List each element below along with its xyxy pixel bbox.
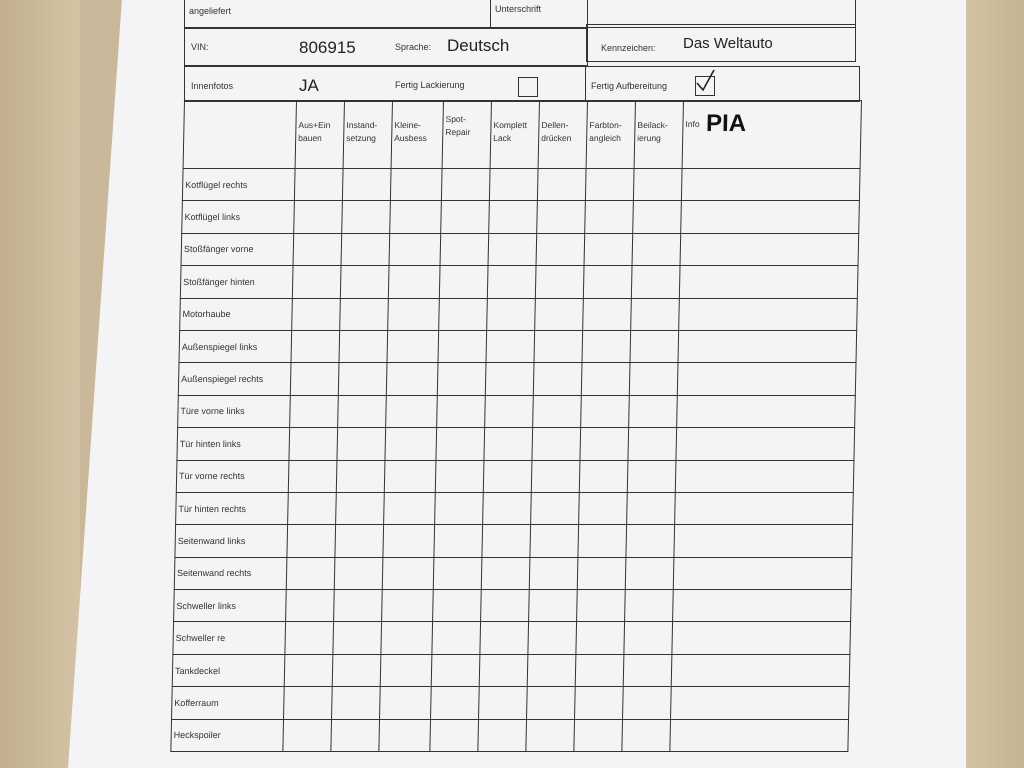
table-surface-left xyxy=(0,0,80,768)
grid-cell[interactable] xyxy=(678,330,857,362)
grid-cell[interactable] xyxy=(585,201,634,233)
grid-cell[interactable] xyxy=(286,557,335,589)
grid-cell[interactable] xyxy=(681,201,860,233)
grid-cell[interactable] xyxy=(480,622,529,654)
grid-cell[interactable] xyxy=(628,428,677,460)
grid-cell[interactable] xyxy=(431,687,480,719)
grid-cell[interactable] xyxy=(335,525,384,557)
table-row xyxy=(174,590,852,622)
row-label: Stoßfänger hinten xyxy=(180,266,293,298)
grid-cell[interactable] xyxy=(532,428,581,460)
row-label: Kofferraum xyxy=(172,687,285,719)
vin-value: 806915 xyxy=(299,38,356,57)
row-label: Kotflügel rechts xyxy=(182,169,295,201)
row-label: Schweller re xyxy=(173,622,286,654)
grid-cell[interactable] xyxy=(487,298,536,330)
row-label: Tür vorne rechts xyxy=(176,460,289,492)
grid-cell[interactable] xyxy=(388,266,440,298)
grid-cell[interactable] xyxy=(625,590,674,622)
grid-cell[interactable] xyxy=(441,201,490,233)
grid-cell[interactable] xyxy=(479,687,528,719)
grid-cell[interactable] xyxy=(487,266,536,298)
grid-cell[interactable] xyxy=(625,557,674,589)
grid-cell[interactable] xyxy=(390,169,442,201)
grid-cell[interactable] xyxy=(489,169,538,201)
row-label: Seitenwand rechts xyxy=(174,557,287,589)
grid-cell[interactable] xyxy=(332,654,381,686)
grid-cell[interactable] xyxy=(580,428,629,460)
grid-cell[interactable] xyxy=(671,687,850,719)
table-row xyxy=(182,169,860,201)
grid-cell[interactable] xyxy=(677,395,856,427)
grid-cell[interactable] xyxy=(631,266,680,298)
row-label: Tankdeckel xyxy=(172,654,285,686)
grid-cell[interactable] xyxy=(675,492,854,524)
grid-cell[interactable] xyxy=(577,590,626,622)
grid-cell[interactable] xyxy=(382,590,434,622)
language-label: Sprache: xyxy=(395,42,432,52)
grid-cell[interactable] xyxy=(481,557,530,589)
grid-cell[interactable] xyxy=(537,201,586,233)
grid-cell[interactable] xyxy=(486,330,535,362)
grid-cell[interactable] xyxy=(670,719,849,751)
grid-cell[interactable] xyxy=(284,687,333,719)
grid-cell[interactable] xyxy=(430,719,479,751)
grid-cell[interactable] xyxy=(623,687,672,719)
grid-cell[interactable] xyxy=(677,363,856,395)
grid-cell[interactable] xyxy=(292,266,341,298)
grid-cell[interactable] xyxy=(579,460,628,492)
grid-cell[interactable] xyxy=(671,654,850,686)
grid-cell[interactable] xyxy=(342,169,391,201)
grid-cell[interactable] xyxy=(384,492,436,524)
col-header: Dellen-drücken xyxy=(538,101,587,169)
table-row xyxy=(171,719,849,751)
grid-cell[interactable] xyxy=(632,233,681,265)
grid-cell[interactable] xyxy=(383,525,435,557)
grid-cell[interactable] xyxy=(673,590,852,622)
grid-cell[interactable] xyxy=(294,169,343,201)
delivered-label: angeliefert xyxy=(189,6,232,16)
grid-cell[interactable] xyxy=(675,460,854,492)
col-header: Instand-setzung xyxy=(343,101,392,169)
grid-cell[interactable] xyxy=(440,233,489,265)
grid-cell[interactable] xyxy=(431,654,480,686)
grid-cell[interactable] xyxy=(336,460,385,492)
table-row xyxy=(181,233,859,265)
grid-cell[interactable] xyxy=(578,525,627,557)
grid-cell[interactable] xyxy=(333,622,382,654)
plate-value: Das Weltauto xyxy=(683,35,773,52)
grid-cell[interactable] xyxy=(481,590,530,622)
interior-photos-label: Innenfotos xyxy=(191,81,234,91)
grid-cell[interactable] xyxy=(489,201,538,233)
grid-cell[interactable] xyxy=(531,492,580,524)
grid-cell[interactable] xyxy=(283,719,332,751)
grid-cell[interactable] xyxy=(483,492,532,524)
grid-cell[interactable] xyxy=(435,492,484,524)
grid-cell[interactable] xyxy=(575,687,624,719)
grid-cell[interactable] xyxy=(574,719,623,751)
vin-label: VIN: xyxy=(191,42,209,52)
grid-cell[interactable] xyxy=(436,428,485,460)
grid-cell[interactable] xyxy=(676,428,855,460)
table-row xyxy=(182,201,860,233)
grid-cell[interactable] xyxy=(341,233,390,265)
row-label: Außenspiegel rechts xyxy=(178,363,291,395)
grid-cell[interactable] xyxy=(434,525,483,557)
grid-cell[interactable] xyxy=(478,719,527,751)
grid-cell[interactable] xyxy=(292,298,341,330)
row-label: Stoßfänger vorne xyxy=(181,233,294,265)
grid-cell[interactable] xyxy=(629,395,678,427)
grid-cell[interactable] xyxy=(633,169,682,201)
grid-cell[interactable] xyxy=(622,719,671,751)
grid-cell[interactable] xyxy=(583,266,632,298)
grid-cell[interactable] xyxy=(336,492,385,524)
grid-cell[interactable] xyxy=(584,233,633,265)
grid-cell[interactable] xyxy=(285,622,334,654)
grid-cell[interactable] xyxy=(633,201,682,233)
table-row xyxy=(180,266,858,298)
col-header: Beilack-ierung xyxy=(634,101,683,169)
grid-cell[interactable] xyxy=(527,654,576,686)
info-label: Info xyxy=(685,119,700,129)
grid-cell[interactable] xyxy=(384,460,436,492)
grid-cell[interactable] xyxy=(433,590,482,622)
grid-cell[interactable] xyxy=(577,557,626,589)
row-label: Türe vorne links xyxy=(178,395,291,427)
interior-photos-value: JA xyxy=(299,76,319,95)
grid-cell[interactable] xyxy=(673,557,852,589)
table-row xyxy=(174,557,852,589)
grid-cell[interactable] xyxy=(575,654,624,686)
grid-cell[interactable] xyxy=(581,363,630,395)
grid-cell[interactable] xyxy=(535,266,584,298)
grid-cell[interactable] xyxy=(482,525,531,557)
grid-cell[interactable] xyxy=(388,298,440,330)
grid-cell[interactable] xyxy=(531,460,580,492)
col-header: Spot-Repair xyxy=(442,101,491,169)
grid-cell[interactable] xyxy=(485,395,534,427)
grid-cell[interactable] xyxy=(289,428,338,460)
paint-done-label: Fertig Lackierung xyxy=(395,80,465,90)
grid-cell[interactable] xyxy=(389,233,441,265)
grid-cell[interactable] xyxy=(484,428,533,460)
col-header-info xyxy=(682,101,861,169)
grid-cell[interactable] xyxy=(528,622,577,654)
grid-cell[interactable] xyxy=(679,266,858,298)
grid-cell[interactable] xyxy=(288,460,337,492)
grid-cell[interactable] xyxy=(627,460,676,492)
grid-cell[interactable] xyxy=(338,363,387,395)
grid-cell[interactable] xyxy=(342,201,391,233)
grid-cell[interactable] xyxy=(627,492,676,524)
prep-done-label: Fertig Aufbereitung xyxy=(591,81,668,91)
table-row xyxy=(175,525,853,557)
grid-corner xyxy=(183,101,296,169)
grid-cell[interactable] xyxy=(386,395,438,427)
table-row xyxy=(172,654,850,686)
grid-cell[interactable] xyxy=(529,590,578,622)
grid-cell[interactable] xyxy=(674,525,853,557)
grid-cell[interactable] xyxy=(537,169,586,201)
grid-cell[interactable] xyxy=(435,460,484,492)
grid-cell[interactable] xyxy=(623,654,672,686)
signature-label: Unterschrift xyxy=(495,4,542,14)
grid-cell[interactable] xyxy=(381,622,433,654)
grid-cell[interactable] xyxy=(483,460,532,492)
grid-cell[interactable] xyxy=(437,363,486,395)
grid-cell[interactable] xyxy=(582,330,631,362)
grid-cell[interactable] xyxy=(385,428,437,460)
table-row xyxy=(176,492,854,524)
grid-cell[interactable] xyxy=(382,557,434,589)
col-header: Farbton-angleich xyxy=(586,101,635,169)
grid-cell[interactable] xyxy=(334,557,383,589)
grid-cell[interactable] xyxy=(679,298,858,330)
grid-cell[interactable] xyxy=(294,201,343,233)
damage-grid xyxy=(170,100,862,752)
grid-cell[interactable] xyxy=(680,233,859,265)
grid-cell[interactable] xyxy=(579,492,628,524)
grid-cell[interactable] xyxy=(432,622,481,654)
grid-cell[interactable] xyxy=(530,525,579,557)
row-label: Tür hinten rechts xyxy=(176,492,289,524)
grid-cell[interactable] xyxy=(624,622,673,654)
grid-cell[interactable] xyxy=(581,395,630,427)
grid-cell[interactable] xyxy=(672,622,851,654)
row-label: Motorhaube xyxy=(180,298,293,330)
grid-cell[interactable] xyxy=(339,330,388,362)
grid-cell[interactable] xyxy=(286,590,335,622)
grid-cell[interactable] xyxy=(291,330,340,362)
table-row xyxy=(177,428,855,460)
grid-cell[interactable] xyxy=(380,687,432,719)
grid-cell[interactable] xyxy=(437,395,486,427)
grid-cell[interactable] xyxy=(290,395,339,427)
grid-cell[interactable] xyxy=(576,622,625,654)
paint-done-checkbox[interactable] xyxy=(518,77,538,97)
table-row xyxy=(173,622,851,654)
grid-cell[interactable] xyxy=(534,330,583,362)
grid-cell[interactable] xyxy=(439,266,488,298)
prep-done-checkbox[interactable] xyxy=(695,76,715,96)
grid-cell[interactable] xyxy=(287,525,336,557)
table-row xyxy=(179,330,857,362)
table-row xyxy=(178,395,856,427)
grid-cell[interactable] xyxy=(340,298,389,330)
grid-cell[interactable] xyxy=(488,233,537,265)
grid-cell[interactable] xyxy=(526,719,575,751)
grid-cell[interactable] xyxy=(379,719,431,751)
table-row xyxy=(172,687,850,719)
plate-label: Kennzeichen: xyxy=(601,43,656,53)
grid-header-row xyxy=(183,101,861,169)
grid-cell[interactable] xyxy=(441,169,490,201)
grid-cell[interactable] xyxy=(387,330,439,362)
row-label: Heckspoiler xyxy=(171,719,284,751)
table-row xyxy=(180,298,858,330)
grid-cell[interactable] xyxy=(439,298,488,330)
grid-cell[interactable] xyxy=(290,363,339,395)
table-row xyxy=(176,460,854,492)
row-label: Seitenwand links xyxy=(175,525,288,557)
grid-cell[interactable] xyxy=(380,654,432,686)
grid-cell[interactable] xyxy=(386,363,438,395)
grid-cell[interactable] xyxy=(433,557,482,589)
grid-cell[interactable] xyxy=(293,233,342,265)
grid-cell[interactable] xyxy=(631,298,680,330)
grid-cell[interactable] xyxy=(331,719,380,751)
grid-cell[interactable] xyxy=(438,330,487,362)
grid-cell[interactable] xyxy=(533,395,582,427)
row-label: Tür hinten links xyxy=(177,428,290,460)
grid-cell[interactable] xyxy=(390,201,442,233)
language-value: Deutsch xyxy=(447,36,510,55)
vin-row xyxy=(184,28,588,66)
grid-cell[interactable] xyxy=(585,169,634,201)
row-label: Schweller links xyxy=(174,590,287,622)
info-value: PIA xyxy=(705,110,747,137)
checkmark-icon xyxy=(694,69,718,93)
col-header: Aus+Ein bauen xyxy=(295,101,344,169)
grid-cell[interactable] xyxy=(626,525,675,557)
col-header: Kleine-Ausbess xyxy=(391,101,443,169)
grid-cell[interactable] xyxy=(533,363,582,395)
grid-cell[interactable] xyxy=(485,363,534,395)
grid-cell[interactable] xyxy=(629,363,678,395)
table-row xyxy=(178,363,856,395)
grid-cell[interactable] xyxy=(630,330,679,362)
grid-cell[interactable] xyxy=(334,590,383,622)
grid-cell[interactable] xyxy=(332,687,381,719)
grid-cell[interactable] xyxy=(479,654,528,686)
grid-cell[interactable] xyxy=(340,266,389,298)
row-label: Kotflügel links xyxy=(182,201,295,233)
grid-cell[interactable] xyxy=(337,428,386,460)
grid-cell[interactable] xyxy=(284,654,333,686)
grid-cell[interactable] xyxy=(583,298,632,330)
grid-cell[interactable] xyxy=(338,395,387,427)
grid-cell[interactable] xyxy=(527,687,576,719)
row-label: Außenspiegel links xyxy=(179,330,292,362)
grid-cell[interactable] xyxy=(536,233,585,265)
col-header: Komplett Lack xyxy=(490,101,539,169)
grid-cell[interactable] xyxy=(535,298,584,330)
grid-cell[interactable] xyxy=(681,169,860,201)
grid-cell[interactable] xyxy=(288,492,337,524)
grid-cell[interactable] xyxy=(529,557,578,589)
plate-row xyxy=(586,24,856,62)
